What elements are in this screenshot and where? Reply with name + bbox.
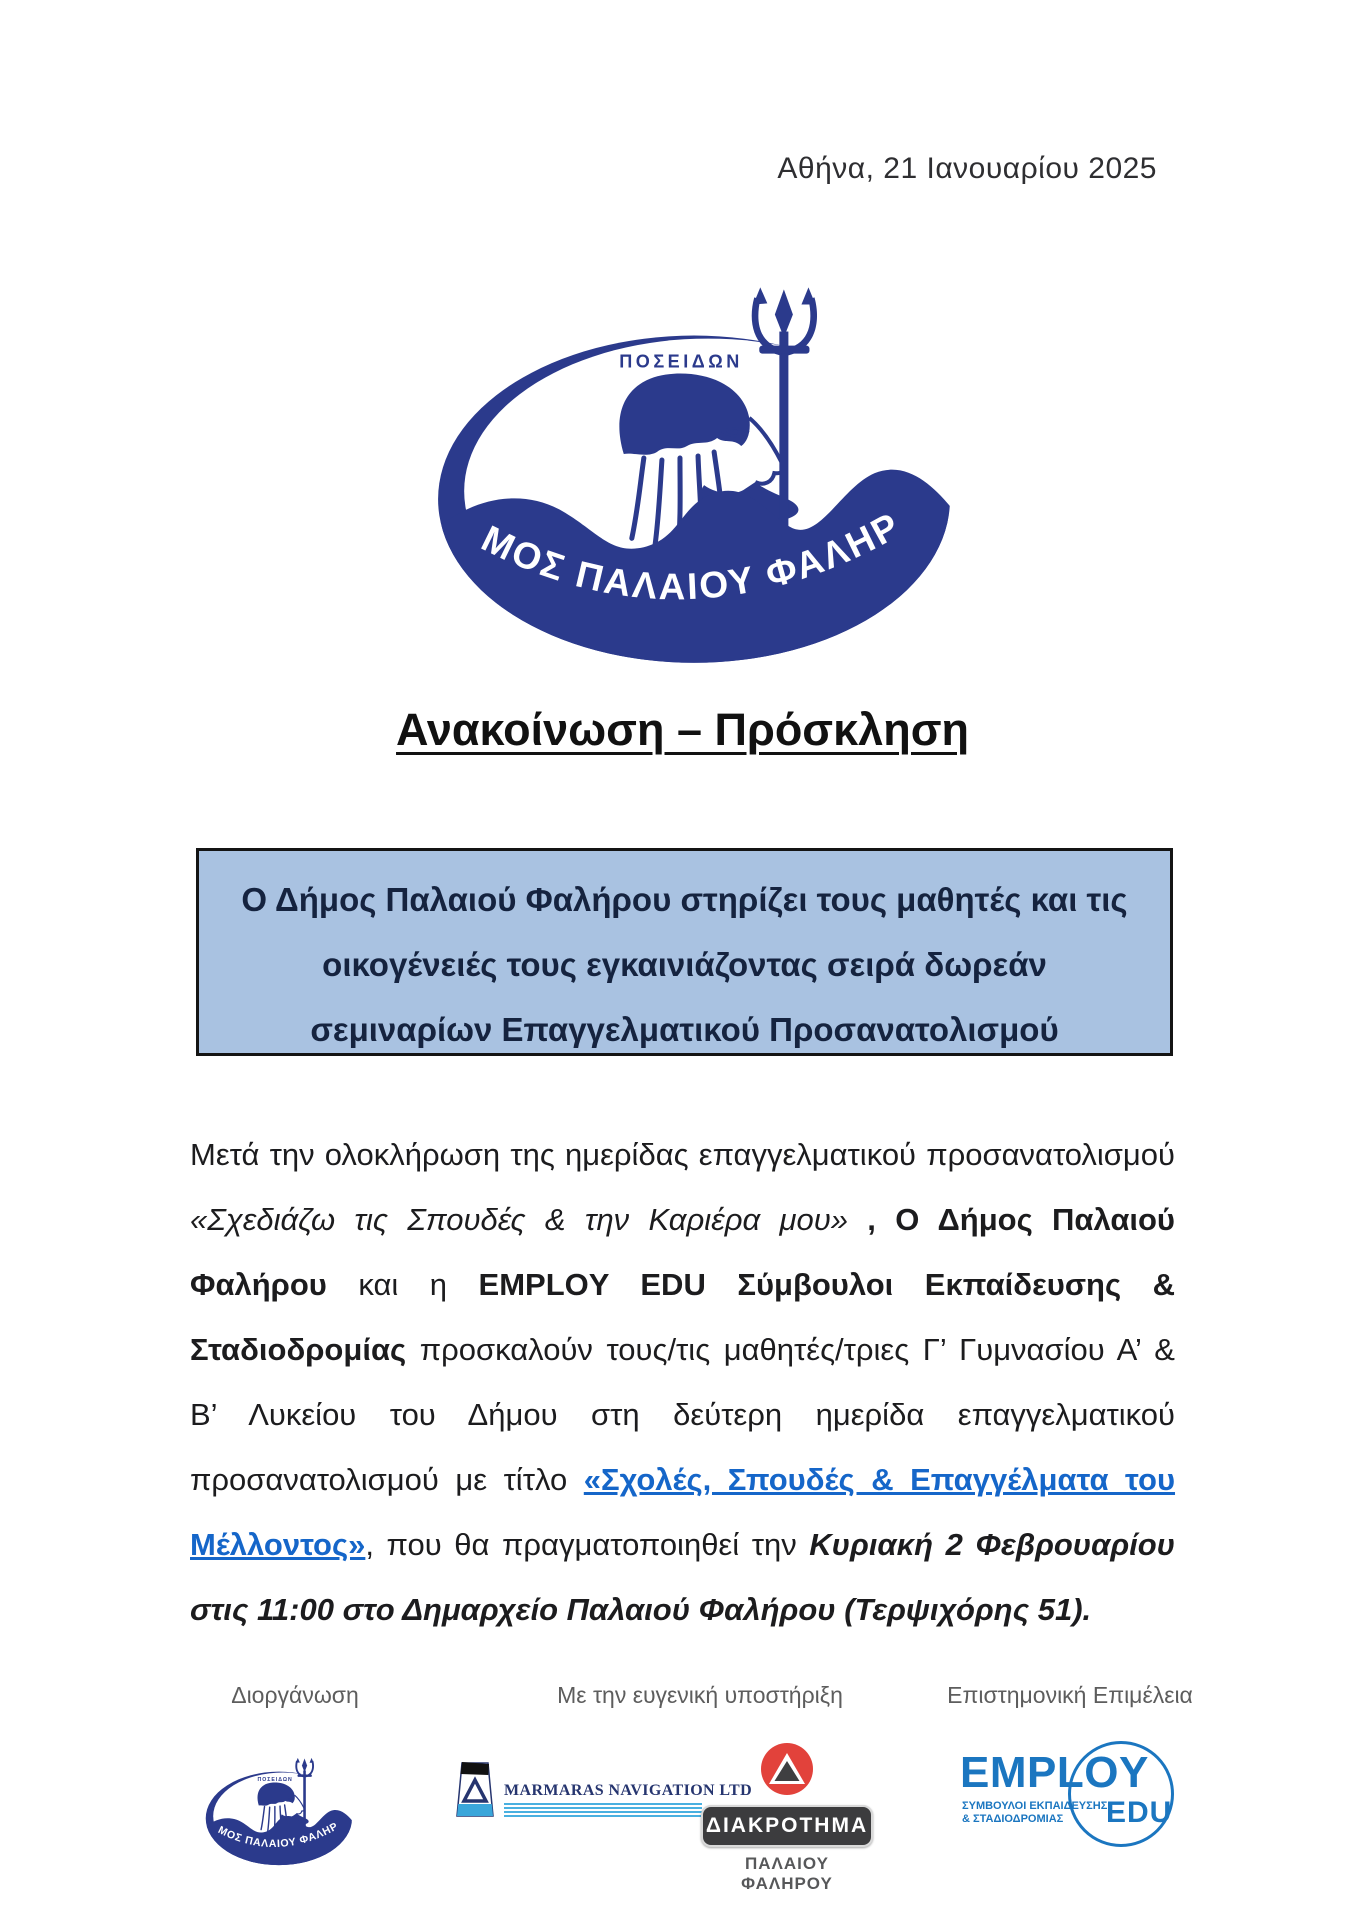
diakrotima-triangle-icon [760, 1742, 814, 1796]
marmaras-logo [448, 1758, 753, 1819]
highlight-line: σεμιναρίων Επαγγελματικού Προσανατολισμού [310, 1011, 1059, 1048]
employ-subtext: ΣΥΜΒΟΥΛΟΙ ΕΚΠΑΙΔΕΥΣΗΣ & ΣΤΑΔΙΟΔΡΟΜΙΑΣ [962, 1800, 1108, 1825]
body-paragraph [190, 1122, 1175, 1642]
event-datetime: Κυριακή 2 Φεβρουαρίου στις 11:00 στο Δημαρχείο Παλαιού Φαλήρου (Τερψιχόρης 51). [190, 1527, 1175, 1627]
body-segment: , Ο Δήμος Παλαιού Φαλήρου [190, 1202, 1175, 1302]
body-segment: και η [358, 1267, 479, 1302]
body-segment: , που θα πραγματοποιηθεί την [365, 1527, 810, 1562]
body-segment: EMPLOY EDU Σύμβουλοι Εκπαίδευσης & Σταδιοδρομίας [190, 1267, 1175, 1367]
municipality-logo-small [200, 1745, 352, 1866]
marmaras-label: MARMARAS NAVIGATION LTD [504, 1782, 753, 1799]
diakrotima-logo [698, 1742, 876, 1894]
scientific-heading: Επιστημονική Επιμέλεια [947, 1682, 1193, 1708]
diakrotima-label: ΔΙΑΚΡΟΤΗΜΑ [701, 1805, 873, 1847]
employ-edu-word: EDU [1106, 1796, 1173, 1829]
diakrotima-sublabel: ΠΑΛΑΙΟΥ ΦΑΛΗΡΟΥ [741, 1854, 833, 1893]
organizer-heading: Διοργάνωση [231, 1682, 359, 1708]
body-segment: προσκαλούν τους/τις μαθητές/τριες Γ’ Γυμνασίου Α’ & Β’ Λυκείου του Δήμου στη δεύτερη ημερίδα επαγγελματικού προσανατολισμού με τίτλο [190, 1332, 1175, 1497]
highlight-line: οικογένειές τους εγκαινιάζοντας σειρά δωρεάν [322, 946, 1047, 983]
page-title: Ανακοίνωση – Πρόσκληση [396, 704, 969, 755]
municipality-logo [418, 242, 950, 666]
body-segment: Μετά την ολοκλήρωση της ημερίδας επαγγελματικού προσανατολισμού [190, 1137, 1175, 1172]
date-line: Αθήνα, 21 Ιανουαρίου 2025 [777, 152, 1157, 185]
seminar1-title: «Σχεδιάζω τις Σπουδές & την Καριέρα μου» [190, 1202, 848, 1237]
seminar-title-link[interactable]: «Σχολές, Σπουδές & Επαγγέλματα του Μέλλοντος» [190, 1462, 1176, 1562]
employ-edu-logo [960, 1748, 1205, 1858]
ship-funnel-icon [448, 1758, 496, 1818]
highlight-box [196, 848, 1173, 1056]
highlight-line: Ο Δήμος Παλαιού Φαλήρου στηρίζει τους μαθητές και τις [241, 881, 1128, 918]
employ-word: EMPLOY [960, 1748, 1149, 1797]
support-heading: Με την ευγενική υποστήριξη [557, 1682, 843, 1708]
